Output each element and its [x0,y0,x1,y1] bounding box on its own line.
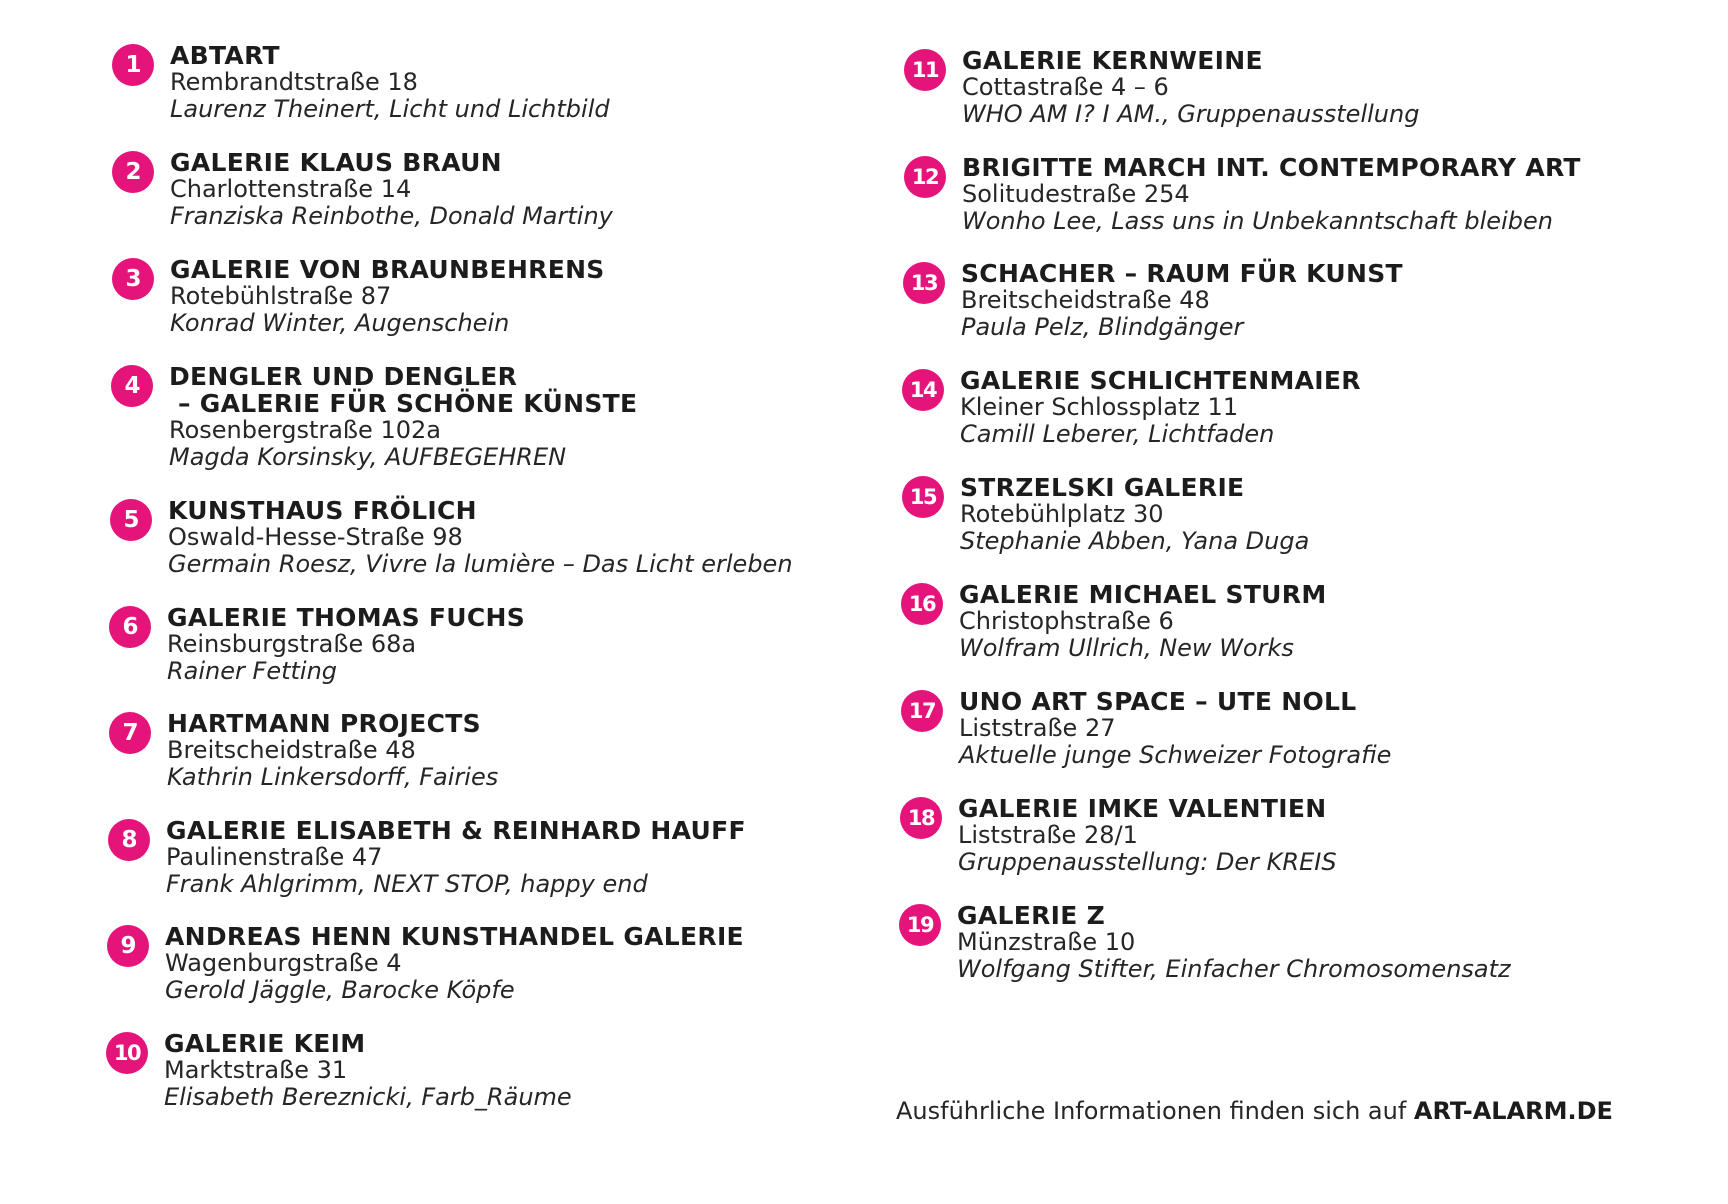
number-badge: 17 [901,690,943,732]
gallery-exhibition: Rainer Fetting [167,657,338,685]
gallery-address: Liststraße 27 [959,714,1116,742]
gallery-name-line2: – GALERIE FÜR SCHÖNE KÜNSTE [169,389,638,418]
number-badge: 8 [108,819,150,861]
gallery-exhibition: Wolfgang Stifter, Einfacher Chromosomensatz [957,955,1511,983]
footer-note [896,1097,1613,1125]
gallery-address: Christophstraße 6 [959,607,1174,635]
gallery-address: Cottastraße 4 – 6 [962,73,1169,101]
gallery-name: UNO ART SPACE – UTE NOLL [959,687,1357,716]
gallery-name: GALERIE KEIM [164,1029,366,1058]
gallery-address: Münzstraße 10 [957,928,1136,956]
gallery-name: GALERIE KLAUS BRAUN [170,148,502,177]
gallery-exhibition: Elisabeth Bereznicki, Farb_Räume [164,1083,572,1111]
gallery-exhibition: Gerold Jäggle, Barocke Köpfe [165,976,515,1004]
gallery-exhibition: Stephanie Abben, Yana Duga [960,527,1310,555]
gallery-exhibition: WHO AM I? I AM., Gruppenausstellung [962,100,1420,128]
gallery-address: Kleiner Schlossplatz 11 [960,393,1239,421]
gallery-exhibition: Gruppenausstellung: Der KREIS [958,848,1337,876]
gallery-exhibition: Paula Pelz, Blindgänger [961,313,1244,341]
gallery-name: GALERIE KERNWEINE [962,46,1263,75]
gallery-name: ABTART [170,41,280,70]
gallery-address: Charlottenstraße 14 [170,175,412,203]
number-badge: 6 [109,606,151,648]
gallery-address: Breitscheidstraße 48 [167,736,416,764]
gallery-exhibition: Germain Roesz, Vivre la lumière – Das Licht erleben [168,550,793,578]
number-badge: 1 [112,44,154,86]
number-badge: 19 [899,904,941,946]
gallery-exhibition: Laurenz Theinert, Licht und Lichtbild [170,95,610,123]
gallery-name: GALERIE MICHAEL STURM [959,580,1327,609]
gallery-address: Breitscheidstraße 48 [961,286,1210,314]
number-badge: 3 [112,258,154,300]
gallery-address: Rosenbergstraße 102a [169,416,441,444]
number-badge: 11 [904,49,946,91]
gallery-name: DENGLER UND DENGLER [169,362,518,391]
gallery-exhibition: Aktuelle junge Schweizer Fotografie [959,741,1392,769]
gallery-name: HARTMANN PROJECTS [167,709,481,738]
number-badge: 14 [902,369,944,411]
gallery-address: Wagenburgstraße 4 [165,949,402,977]
gallery-name: GALERIE IMKE VALENTIEN [958,794,1327,823]
website-link[interactable]: ART-ALARM.DE [1413,1097,1613,1125]
number-badge: 18 [900,797,942,839]
number-badge: 5 [110,499,152,541]
gallery-address: Rembrandtstraße 18 [170,68,418,96]
gallery-address: Oswald-Hesse-Straße 98 [168,523,463,551]
gallery-name: SCHACHER – RAUM FÜR KUNST [961,259,1403,288]
gallery-exhibition: Frank Ahlgrimm, NEXT STOP, happy end [166,870,648,898]
gallery-address: Reinsburgstraße 68a [167,630,417,658]
gallery-name: GALERIE ELISABETH & REINHARD HAUFF [166,816,746,845]
number-badge: 13 [903,262,945,304]
gallery-name: STRZELSKI GALERIE [960,473,1245,502]
number-badge: 16 [901,583,943,625]
gallery-name: GALERIE SCHLICHTENMAIER [960,366,1361,395]
gallery-exhibition: Franziska Reinbothe, Donald Martiny [170,202,613,230]
gallery-name: KUNSTHAUS FRÖLICH [168,496,477,525]
gallery-exhibition: Magda Korsinsky, AUFBEGEHREN [169,443,567,471]
gallery-name: GALERIE THOMAS FUCHS [167,603,526,632]
gallery-name: ANDREAS HENN KUNSTHANDEL GALERIE [165,922,744,951]
gallery-address: Solitudestraße 254 [962,180,1190,208]
gallery-address: Rotebühlstraße 87 [170,282,392,310]
number-badge: 15 [902,476,944,518]
number-badge: 4 [111,365,153,407]
gallery-address: Rotebühlplatz 30 [960,500,1164,528]
number-badge: 9 [107,925,149,967]
number-badge: 2 [112,151,154,193]
number-badge: 10 [106,1032,148,1074]
gallery-address: Liststraße 28/1 [958,821,1138,849]
gallery-name: GALERIE Z [957,901,1106,930]
number-badge: 12 [904,156,946,198]
gallery-name: BRIGITTE MARCH INT. CONTEMPORARY ART [962,153,1581,182]
gallery-address: Marktstraße 31 [164,1056,348,1084]
number-badge: 7 [109,712,151,754]
gallery-exhibition: Kathrin Linkersdorff, Fairies [167,763,499,791]
gallery-exhibition: Camill Leberer, Lichtfaden [960,420,1275,448]
gallery-exhibition: Wolfram Ullrich, New Works [959,634,1294,662]
gallery-exhibition: Konrad Winter, Augenschein [170,309,510,337]
footer-text: Ausführliche Informationen finden sich auf [896,1097,1414,1125]
gallery-exhibition: Wonho Lee, Lass uns in Unbekanntschaft bleiben [962,207,1553,235]
gallery-address: Paulinenstraße 47 [166,843,383,871]
gallery-name: GALERIE VON BRAUNBEHRENS [170,255,605,284]
